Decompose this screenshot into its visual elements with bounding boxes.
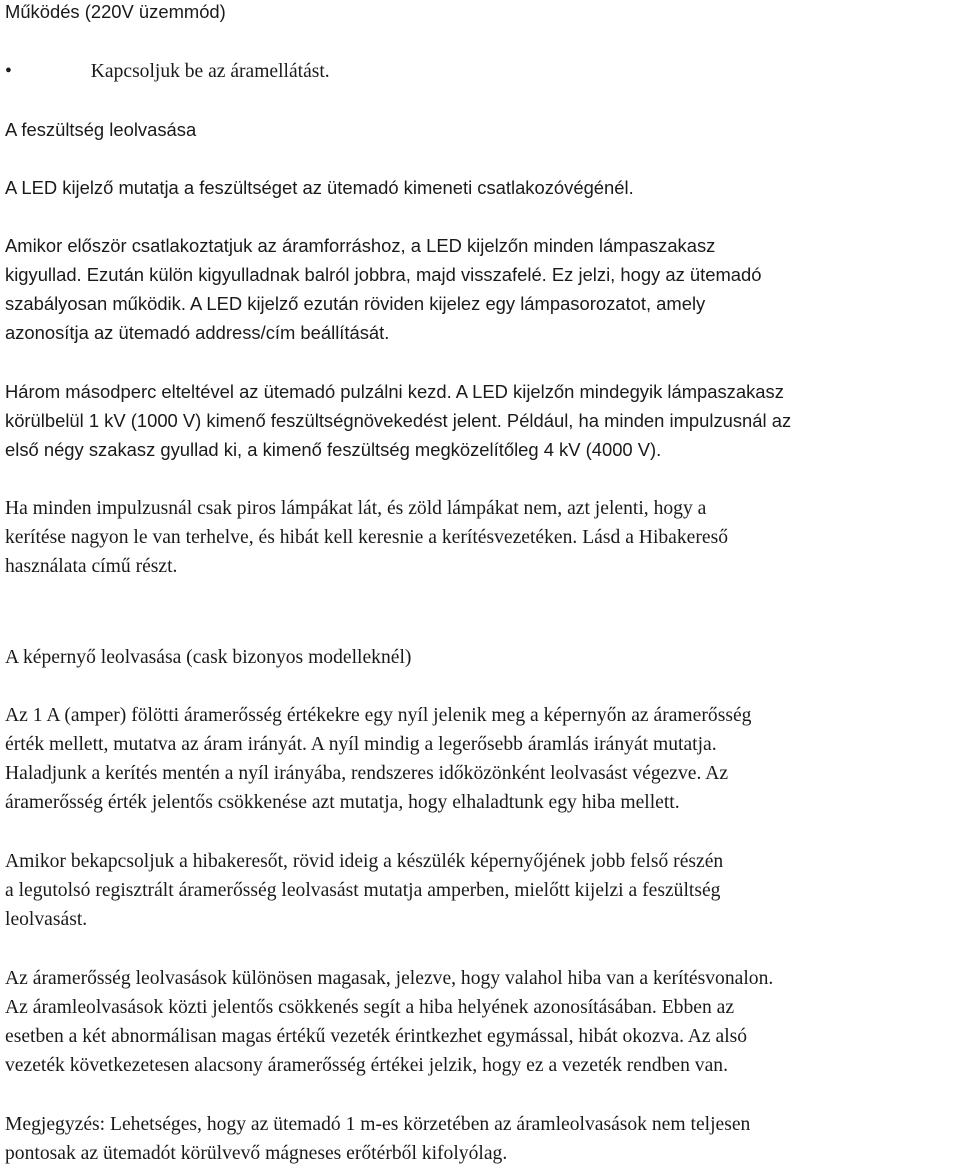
paragraph-line: azonosítja az ütemadó address/cím beállítását. [5,322,390,343]
section-voltage-intro: A LED kijelző mutatja a feszültséget az ütemadó kimeneti csatlakozóvégénél. [5,177,634,198]
paragraph-line: a legutolsó regisztrált áramerősség leolvasást mutatja amperben, mielőtt kijelzi a feszültség [5,880,721,901]
section-voltage-title: A feszültség leolvasása [5,119,197,140]
paragraph-line: szabályosan működik. A LED kijelző ezután röviden kijelez egy lámpasorozatot, amely [5,293,706,314]
paragraph-line: Amikor bekapcsoljuk a hibakeresőt, rövid ideig a készülék képernyőjének jobb felső részén [5,851,724,872]
paragraph-line: áramerősség érték jelentős csökkenése azt mutatja, hogy elhaladtunk egy hiba mellett. [5,792,680,813]
note-line: Megjegyzés: Lehetséges, hogy az ütemadó 1 m-es körzetében az áramleolvasások nem teljesen [5,1114,751,1135]
paragraph-line: kerítése nagyon le van terhelve, és hibát kell keresnie a kerítésvezetéken. Lásd a Hibakereső [5,527,729,548]
paragraph-line: érték mellett, mutatva az áram irányát. A nyíl mindig a legerősebb áramlás irányát mutatja. [5,734,717,755]
note-line: pontosak az ütemadót körülvevő mágneses erőtérből kifolyólag. [5,1143,508,1164]
paragraph-line: használata című részt. [5,556,178,577]
paragraph-line: leolvasást. [5,909,88,930]
paragraph-line: kigyullad. Ezután külön kigyulladnak balról jobbra, majd visszafelé. Ez jelzi, hogy az ütemadó [5,264,762,285]
paragraph-line: vezeték következetesen alacsony áramerősség értékei jelzik, hogy ez a vezeték rendben van. [5,1055,728,1076]
paragraph-line: Az 1 A (amper) fölötti áramerősség értékekre egy nyíl jelenik meg a képernyőn az áramerősség [5,705,752,726]
heading: Működés (220V üzemmód) [5,1,226,22]
paragraph-line: Az áramerősség leolvasások különösen magasak, jelezve, hogy valahol hiba van a kerítésvonalon. [5,968,774,989]
paragraph-line: Amikor először csatlakoztatjuk az áramforráshoz, a LED kijelzőn minden lámpaszakasz [5,235,716,256]
paragraph-line: esetben a két abnormálisan magas értékű vezeték érintkezhet egymással, hibát okozva. Az alsó [5,1026,748,1047]
paragraph-line: első négy szakasz gyullad ki, a kimenő feszültség megközelítőleg 4 kV (4000 V). [5,439,662,460]
paragraph-line: Haladjunk a kerítés mentén a nyíl irányába, rendszeres időközönként leolvasást végezve. Az [5,763,729,784]
paragraph-line: körülbelül 1 kV (1000 V) kimenő feszültségnövekedést jelent. Például, ha minden impulzusnál az [5,410,792,431]
section-screen-title: A képernyő leolvasása (cask bizonyos modelleknél) [5,647,412,668]
paragraph-line: Az áramleolvasások közti jelentős csökkenés segít a hiba helyének azonosításában. Ebben az [5,997,735,1018]
paragraph-line: Három másodperc elteltével az ütemadó pulzálni kezd. A LED kijelzőn mindegyik lámpaszakasz [5,381,784,402]
bullet-symbol: • [4,61,12,82]
bullet-text: Kapcsoljuk be az áramellátást. [90,61,330,82]
paragraph-line: Ha minden impulzusnál csak piros lámpákat lát, és zöld lámpákat nem, azt jelenti, hogy a [5,498,707,519]
